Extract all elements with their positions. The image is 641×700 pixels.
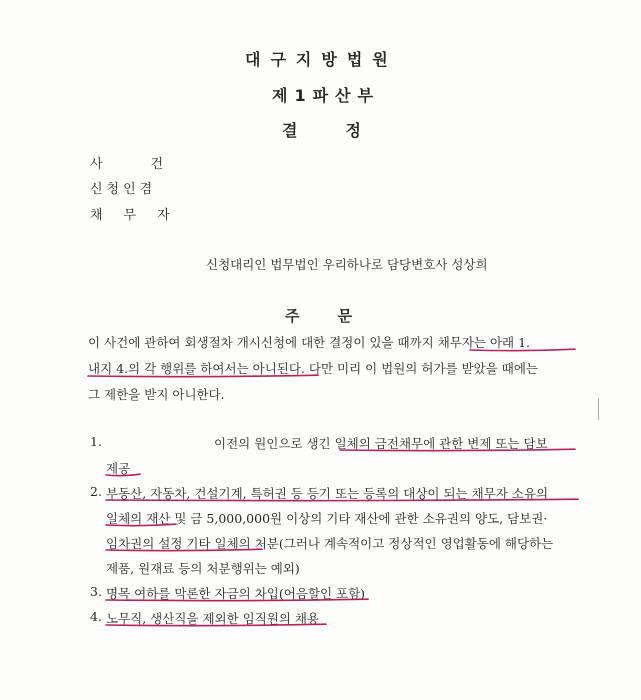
document-type: 결정 [282,121,409,140]
item-2-line-3: 임차권의 설정 기타 일체의 처분(그러나 계속적이고 정상적인 영업활동에 해당하는 [106,536,554,551]
underline-item3 [106,599,368,600]
order-intro-line-2: 내지 4.의 각 행위를 하여서는 아니된다. 다만 미리 이 법원의 허가를 받았을 때에는 [88,361,538,376]
underline-item2-a [106,499,578,500]
order-intro-line-3: 그 제한을 받지 아니한다. [88,387,225,402]
underline-item1-b [106,474,140,475]
item-2-line-1: 부동산, 자동차, 건설기계, 특허권 등 등기 또는 등록의 대상이 되는 채무자 소유의 [106,486,549,501]
item-2-line-2: 일체의 재산 및 금 5,000,000원 이상의 기타 재산에 관한 소유권의 양도, 담보권· [106,511,548,526]
applicant-label: 신청인겸 [90,182,157,197]
item-4-number: 4. [90,609,102,624]
underline-item2-c [106,549,262,550]
underline-intro-2 [88,375,318,376]
item-2-line-4: 제품, 원재료 등의 처분행위는 예외) [106,561,300,576]
underline-item1-a [340,449,575,450]
underline-item2-b [106,524,176,525]
item-3-line-1: 명목 여하를 막론한 자금의 차입(어음할인 포함) [106,586,366,601]
underline-item4 [106,624,326,625]
item-1-number: 1. [90,434,102,449]
debtor-label: 채무자 [90,208,191,223]
order-heading: 주문 [285,307,390,325]
order-intro-line-1: 이 사건에 관하여 회생절차 개시신청에 대한 결정이 있을 때까지 채무자는 아래 1. [88,335,531,350]
item-3-number: 3. [90,584,102,599]
case-label: 사건 [90,157,212,172]
item-1-line-1: 이전의 원인으로 생긴 일체의 금전채무에 관한 변제 또는 담보 [214,436,548,451]
court-name: 대구지방법원 [245,50,398,69]
court-division: 제1파산부 [272,86,380,105]
representative-line: 신청대리인 법무법인 우리하나로 담당변호사 성상희 [206,257,488,272]
item-4-line-1: 노무직, 생산직을 제외한 임직원의 채용 [106,611,320,626]
item-2-number: 2. [90,484,102,499]
item-1-line-2: 제공 [106,461,131,476]
underline-intro-1 [470,349,575,350]
